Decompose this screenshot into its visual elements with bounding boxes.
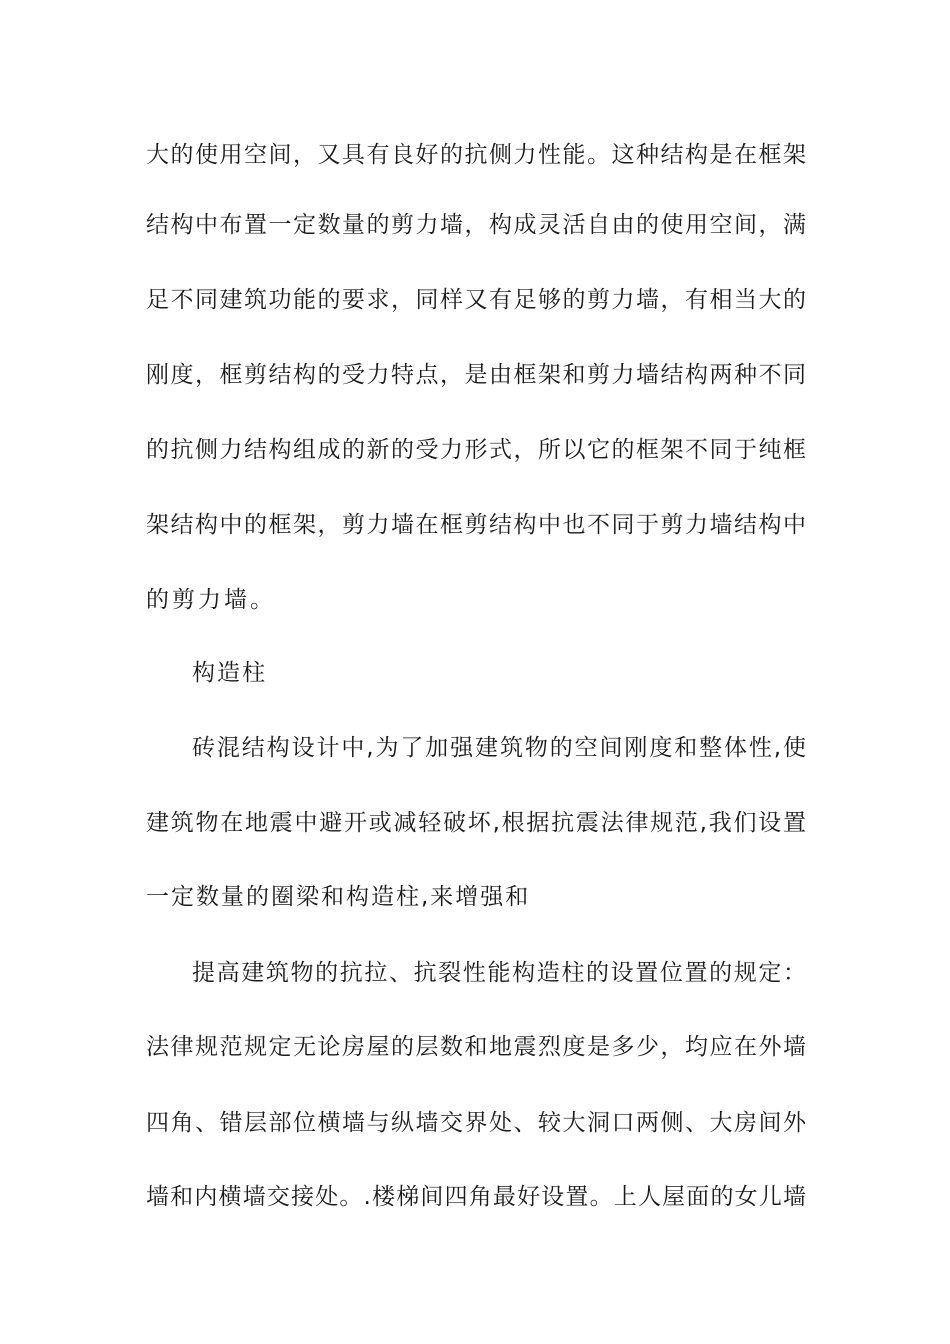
paragraph-2-line-2: 建筑物在地震中避开或减轻破坏,根据抗震法律规范,我们设置 [146, 810, 806, 836]
paragraph-line-4: 刚度，框剪结构的受力特点，是由框架和剪力墙结构两种不同 [146, 362, 806, 388]
paragraph-line-2: 结构中布置一定数量的剪力墙，构成灵活自由的使用空间，满 [146, 212, 806, 238]
paragraph-line-5: 的抗侧力结构组成的新的受力形式，所以它的框架不同于纯框 [146, 437, 806, 463]
paragraph-2-line-3: 一定数量的圈梁和构造柱,来增强和 [146, 884, 531, 910]
section-heading: 构造柱 [192, 660, 267, 686]
paragraph-3-line-2: 法律规范规定无论房屋的层数和地震烈度是多少，均应在外墙 [146, 1034, 806, 1060]
paragraph-line-6: 架结构中的框架，剪力墙在框剪结构中也不同于剪力墙结构中 [146, 512, 806, 538]
paragraph-2-line-1: 砖混结构设计中,为了加强建筑物的空间刚度和整体性,使 [192, 735, 806, 761]
paragraph-3-line-4: 墙和内横墙交接处。.楼梯间四角最好设置。上人屋面的女儿墙 [146, 1184, 806, 1210]
paragraph-3-line-3: 四角、错层部位横墙与纵墙交界处、较大洞口两侧、大房间外 [146, 1110, 806, 1136]
paragraph-line-3: 足不同建筑功能的要求，同样又有足够的剪力墙，有相当大的 [146, 287, 806, 313]
paragraph-line-1: 大的使用空间，又具有良好的抗侧力性能。这种结构是在框架 [146, 142, 806, 168]
paragraph-3-line-1: 提高建筑物的抗拉、抗裂性能构造柱的设置位置的规定： [192, 960, 806, 986]
paragraph-line-7: 的剪力墙。 [146, 587, 276, 613]
